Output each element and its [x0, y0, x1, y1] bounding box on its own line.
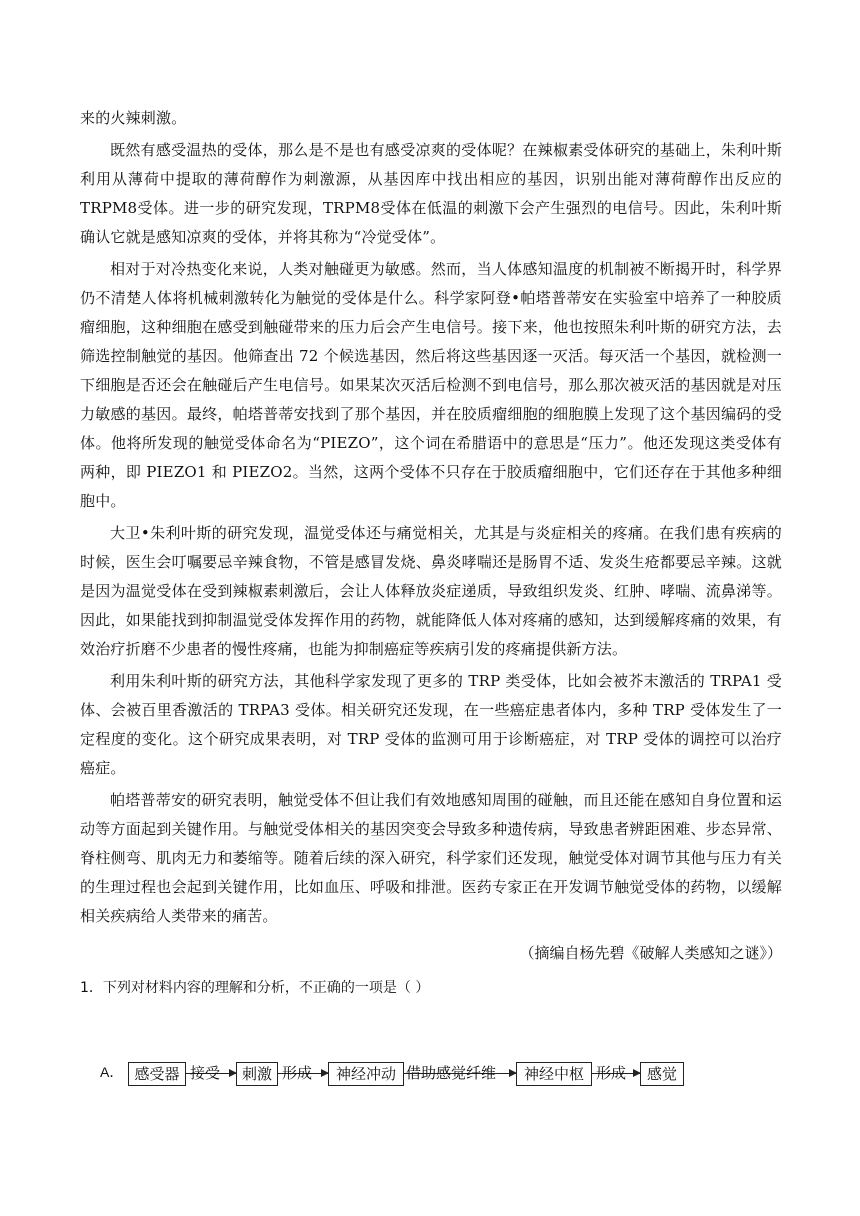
paragraph-1: 来的火辣刺激。: [80, 109, 187, 127]
option-a-flow-diagram: [100, 1054, 700, 1094]
flow-box-nerve-impulse: 神经冲动: [328, 1062, 404, 1086]
source-citation: （摘编自杨先碧《破解人类感知之谜》）: [519, 944, 782, 962]
option-a-label: A．: [100, 1064, 124, 1080]
flow-arrow-1: [186, 1064, 236, 1082]
paragraph-5: 利用朱利叶斯的研究方法，其他科学家发现了更多的 TRP 类受体，比如会被芥末激活的 TRPA1 受体、会被百里香激活的 TRPA3 受体。相关研究还发现，在一些癌症患者体内，多种 TRP 受体发生了一定程度的变化。这个研究成果表明，对 TRP 受体的监测可用于诊断癌症，对 TRP 受体的调控可以治疗癌症。: [80, 672, 782, 777]
flow-arrow-4: [592, 1064, 640, 1082]
flow-box-receptor: 感受器: [128, 1062, 186, 1086]
flow-arrow-label-4: 形成: [596, 1064, 627, 1082]
paragraph-6: 帕塔普蒂安的研究表明，触觉受体不但让我们有效地感知周围的碰触，而且还能在感知自身位置和运动等方面起到关键作用。与触觉受体相关的基因突变会导致多种遗传病，导致患者辨距困难、步态异常、脊柱侧弯、肌肉无力和萎缩等。随着后续的深入研究，科学家们还发现，触觉受体对调节其他与压力有关的生理过程也会起到关键作用，比如血压、呼吸和排泄。医药专家正在开发调节触觉受体的药物，以缓解相关疾病给人类带来的痛苦。: [80, 791, 782, 925]
article-body: [80, 104, 782, 1001]
paragraph-2: 既然有感受温热的受体，那么是不是也有感受凉爽的受体呢？在辣椒素受体研究的基础上，朱利叶斯利用从薄荷中提取的薄荷醇作为刺激源，从基因库中找出相应的基因，识别出能对薄荷醇作出反应的TRPM8受体。进一步的研究发现，TRPM8受体在低温的刺激下会产生强烈的电信号。因此，朱利叶斯确认它就是感知凉爽的受体，并将其称为“冷觉受体”。: [80, 141, 782, 246]
flow-box-stimulus: 刺激: [236, 1062, 278, 1086]
flow-box-nerve-center: 神经中枢: [516, 1062, 592, 1086]
question-1: 1．下列对材料内容的理解和分析，不正确的一项是（ ）: [80, 980, 430, 996]
flow-arrow-3: [404, 1064, 516, 1082]
flow-arrow-label-1: 接受: [190, 1064, 221, 1082]
flow-arrow-2: [278, 1064, 328, 1082]
paragraph-4: 大卫•朱利叶斯的研究发现，温觉受体还与痛觉相关，尤其是与炎症相关的疼痛。在我们患有疾病的时候，医生会叮嘱要忌辛辣食物，不管是感冒发烧、鼻炎哮喘还是肠胃不适、发炎生疮都要忌辛辣。这就是因为温觉受体在受到辣椒素刺激后，会让人体释放炎症递质，导致组织发炎、红肿、哮喘、流鼻涕等。因此，如果能找到抑制温觉受体发挥作用的药物，就能降低人体对疼痛的感知，达到缓解疼痛的效果，有效治疗折磨不少患者的慢性疼痛，也能为抑制癌症等疾病引发的疼痛提供新方法。: [80, 524, 782, 658]
flow-arrow-label-2: 形成: [282, 1064, 313, 1082]
flow-box-sensation: 感觉: [640, 1062, 684, 1086]
paragraph-3: 相对于对冷热变化来说，人类对触碰更为敏感。然而，当人体感知温度的机制被不断揭开时，科学界仍不清楚人体将机械刺激转化为触觉的受体是什么。科学家阿登•帕塔普蒂安在实验室中培养了一种胶质瘤细胞，这种细胞在感受到触碰带来的压力后会产生电信号。接下来，他也按照朱利叶斯的研究方法，去筛选控制触觉的基因。他筛查出 72 个候选基因，然后将这些基因逐一灭活。每灭活一个基因，就检测一下细胞是否还会在触碰后产生电信号。如果某次灭活后检测不到电信号，那么那次被灭活的基因就是对压力敏感的基因。最终，帕塔普蒂安找到了那个基因，并在胶质瘤细胞的细胞膜上发现了这个基因编码的受体。他将所发现的触觉受体命名为“PIEZO”，这个词在希腊语中的意思是“压力”。他还发现这类受体有两种，即 PIEZO1 和 PIEZO2。当然，这两个受体不只存在于胶质瘤细胞中，它们还存在于其他多种细胞中。: [80, 260, 782, 510]
flow-arrow-label-3: 借助感觉纤维: [406, 1064, 497, 1082]
